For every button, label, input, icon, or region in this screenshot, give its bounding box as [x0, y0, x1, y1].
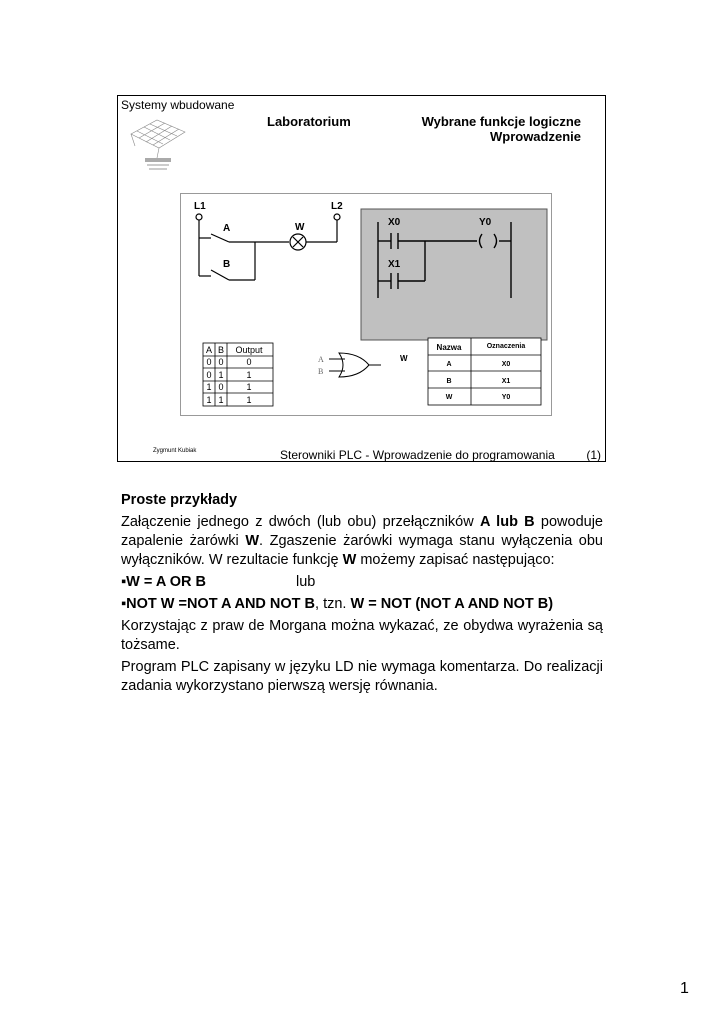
mapping-cell: B: [446, 378, 452, 385]
course-name: Systemy wbudowane: [121, 98, 235, 112]
equation-2: [121, 595, 603, 614]
mapping-cell: X1: [501, 378, 511, 385]
lamp-label: W: [295, 222, 305, 233]
truth-header-b: B: [217, 345, 225, 355]
text-run: . Zgaszenie żarówki wymaga stanu wyłączenia obu wyłączników. W rezultacie funkcję: [121, 533, 603, 568]
mapping-cell: A: [446, 361, 452, 368]
text-run: W: [342, 552, 357, 568]
paragraph-2: Korzystając z praw de Morgana można wykazać, ze obydwa wyrażenia są tożsame.: [121, 618, 603, 653]
mapping-cell: X0: [501, 361, 511, 368]
truth-cell: 1: [218, 370, 224, 380]
or-gate-icon: [329, 353, 381, 377]
slide-frame: [117, 95, 606, 462]
circuit-diagram: [181, 194, 551, 415]
body-text: [121, 491, 603, 696]
text-run: W = NOT (NOT A AND NOT B): [350, 596, 554, 612]
switch-a-label: A: [223, 223, 231, 234]
truth-cell: 0: [206, 370, 212, 380]
truth-cell: 1: [246, 382, 252, 392]
coil-y0-label: Y0: [479, 217, 492, 228]
text-run: powoduje zapalenie żarówki: [121, 514, 603, 549]
mapping-cell: Y0: [501, 394, 511, 401]
l1-label: L1: [194, 201, 206, 212]
equation-1: [121, 573, 603, 592]
truth-cell: 0: [218, 382, 224, 392]
gate-output-w: W: [400, 354, 408, 363]
lab-label: Laboratorium: [267, 114, 351, 129]
mapping-header-designation: Oznaczenia: [486, 343, 526, 350]
diagram-panel: [180, 193, 552, 416]
university-logo: [127, 116, 189, 174]
truth-cell: 1: [206, 382, 212, 392]
text-run: , tzn.: [315, 596, 351, 612]
text-run: ▪W = A OR B: [121, 574, 207, 590]
footer-slide-number: (1): [586, 448, 601, 462]
footer-title: Sterowniki PLC - Wprowadzenie do programowania: [280, 448, 555, 462]
gate-input-b: B: [318, 367, 324, 376]
truth-cell: 1: [218, 395, 224, 405]
truth-cell: 1: [246, 370, 252, 380]
switch-b-label: B: [223, 259, 231, 270]
section-heading: Proste przykłady: [121, 492, 238, 508]
truth-cell: 1: [246, 395, 252, 405]
truth-header-output: Output: [235, 345, 263, 355]
text-run: lub: [296, 574, 316, 590]
mapping-header-name: Nazwa: [436, 343, 462, 352]
footer-author: Zygmunt Kubiak: [153, 448, 197, 454]
slide-title: Wybrane funkcje logiczne: [421, 114, 581, 129]
text-run: Załączenie jednego z dwóch (lub obu) przełączników: [121, 514, 480, 530]
contact-x1-label: X1: [388, 259, 401, 270]
paragraph-1: [121, 513, 603, 570]
text-run: W: [245, 533, 260, 549]
truth-cell: 1: [206, 395, 212, 405]
truth-cell: 0: [206, 357, 212, 367]
paragraph-3: Program PLC zapisany w języku LD nie wymaga komentarza. Do realizacji zadania wykorzystano pierwszą wersję równania.: [121, 659, 603, 694]
truth-cell: 0: [246, 357, 252, 367]
contact-x0-label: X0: [388, 217, 401, 228]
slide-subtitle: Wprowadzenie: [489, 129, 581, 144]
text-run: możemy zapisać następująco:: [356, 552, 555, 568]
mapping-cell: W: [445, 394, 453, 401]
text-run: ▪NOT W =NOT A AND NOT B: [121, 596, 316, 612]
truth-cell: 0: [218, 357, 224, 367]
gate-input-a: A: [318, 355, 324, 364]
text-run: A lub B: [479, 514, 535, 530]
page-number: 1: [680, 980, 689, 997]
l2-label: L2: [331, 201, 343, 212]
truth-header-a: A: [205, 345, 213, 355]
